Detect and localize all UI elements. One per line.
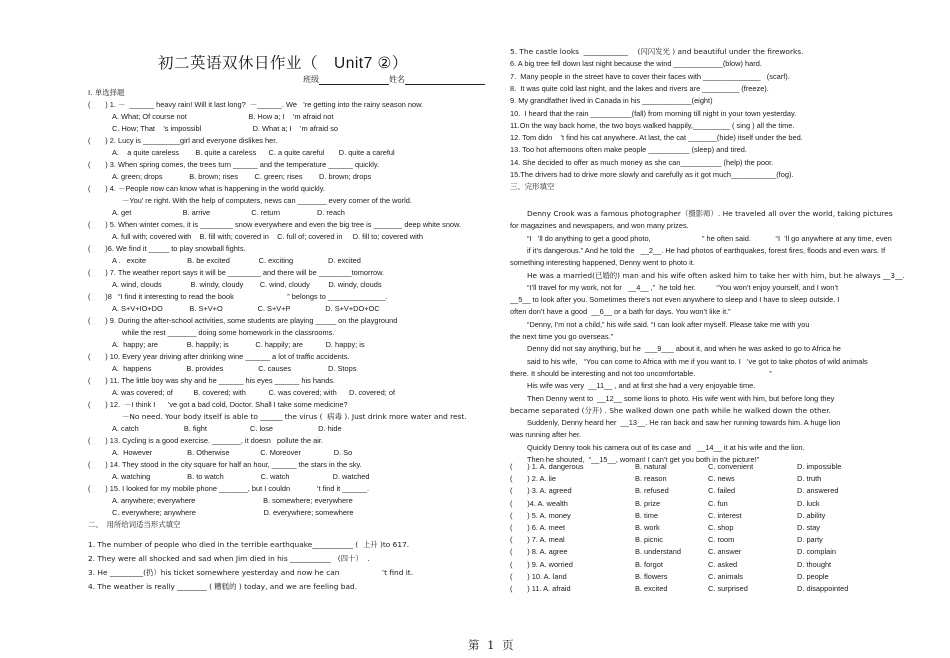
cloze-option-no: ( ) 5. A. money — [510, 510, 571, 520]
fill-in-line: 13. Too hot afternoons often make people __________ (sleep) and tired. — [510, 145, 747, 155]
cloze-option-c: C. news — [708, 474, 735, 484]
cloze-option-b: B. work — [635, 523, 660, 532]
cloze-option-b: B. time — [635, 510, 658, 520]
left-line: ( ) 14. They stood in the city square for half an hour, ______ the stars in the sky. — [88, 460, 362, 469]
left-line: A. catch B. fight C. lose D. hide — [112, 424, 342, 433]
left-line: A. was covered; of B. covered; with C. was covered; with D. covered; of — [112, 388, 396, 397]
passage-line: said to his wife, “You can come to Africa with me if you want to. I ’ve got to take photos of wild animals — [527, 356, 868, 366]
cloze-option-d: D. disappointed — [797, 584, 849, 593]
left-line: C. How; That ’s impossibl D. What a; I ’m afraid so — [112, 124, 339, 133]
passage-line: Denny Crook was a famous photographer（摄影师）. He traveled all over the world, taking pictures — [527, 209, 893, 218]
passage-line: for magazines and newspapers, and won many prizes. — [510, 221, 689, 231]
fill-in-line: 9. My grandfather lived in Canada in his ____________(eight) — [510, 96, 713, 106]
passage-line: the next time you go overseas.” — [510, 332, 614, 341]
cloze-option-c: C. animals — [708, 571, 743, 581]
passage-line: “I ’ll do anything to get a good photo, ” he often said. “I ’ll go anywhere at any time, even — [527, 233, 892, 243]
left-line: A. watching B. to watch C. watch D. watched — [112, 472, 370, 481]
class-label: 班级 — [303, 75, 319, 84]
fill-in-line: 6. A big tree fell down last night because the wind ____________(blow) hard. — [510, 59, 762, 69]
left-line: ( ) 5. When winter comes, it is ________ snow everywhere and even the big tree is _______ deep white snow. — [88, 220, 462, 229]
passage-line: became separated (分开) . She walked down one path while he walked down the other. — [510, 405, 831, 415]
cloze-option-d: D. complain — [797, 547, 837, 557]
passage-line: something interesting happened, Denny went to photo it. — [510, 258, 695, 268]
fill-in-line: 10. I heard that the rain __________(fall) from morning till night in your town yesterday. — [510, 108, 797, 118]
cloze-option-c: C. answer — [708, 547, 742, 557]
passage-line: if it’s dangerous.” And he told the __2__. He had photos of earthquakes, forest fires, floods and even wars. If — [527, 245, 886, 255]
fill-in-line: 7. Many people in the street have to cover their faces with ______________ (scarf). — [510, 71, 790, 81]
cloze-option-b: B. picnic — [635, 535, 663, 545]
left-line: C. everywhere; anywhere D. everywhere; somewhere — [112, 508, 354, 517]
left-line: ( ) 13. Cycling is a good exercise. _______, it doesn pollute the air. — [88, 436, 323, 445]
cloze-option-c: C. fun — [708, 498, 728, 508]
left-line: 二、 用所给词适当形式填空 — [88, 520, 181, 529]
passage-line: Then he shouted, “__15__, woman! I can’t get you both in the picture!” — [527, 455, 760, 464]
left-line: 4. The weather is really ________ ( 糟糕的 ) today, and we are feeling bad. — [88, 582, 358, 591]
cloze-option-b: B. prize — [635, 498, 661, 508]
cloze-option-d: D. answered — [797, 486, 839, 496]
left-line: A. happens B. provides C. causes D. Stops — [112, 364, 357, 373]
class-blank[interactable] — [319, 75, 389, 85]
passage-line: “I’ll travel for my work, not for __4__ ,” he told her. “You won’t enjoy yourself, and I won’t — [527, 282, 839, 292]
name-label: 姓名 — [389, 75, 405, 84]
fill-in-line: 11.On the way back home, the two boys walked happily,_________ ( sing ) all the time. — [510, 120, 795, 130]
cloze-option-no: ( ) 9. A. worried — [510, 559, 573, 569]
cloze-option-d: D. stay — [797, 523, 820, 532]
fill-in-line: 8. It was quite cold last night, and the lakes and rivers are _________ (freeze). — [510, 83, 769, 93]
left-line: 3. He _________(扔）his ticket somewhere yesterday and now he can ’t find it. — [88, 568, 414, 577]
left-line: A. green; drops B. brown; rises C. green; rises D. brown; drops — [112, 172, 372, 181]
cloze-option-d: D. luck — [797, 498, 820, 508]
left-line: A. S+V+IO+DO B. S+V+O C. S+V+P D. S+V+DO+OC — [112, 304, 380, 313]
passage-line: His wife was very __11__ , and at first she had a very enjoyable time. — [527, 381, 756, 391]
cloze-option-b: B. forgot — [635, 559, 663, 569]
cloze-option-c: C. interest — [708, 510, 742, 520]
cloze-option-no: ( ) 10. A. land — [510, 571, 567, 581]
class-name-line — [303, 74, 485, 85]
left-line: A. happy; are B. happily; is C. happily; are D. happy; is — [112, 340, 365, 349]
right-column — [505, 0, 950, 658]
cloze-option-b: B. refused — [635, 486, 669, 496]
left-line: A . excite B. be excited C. exciting D. excited — [112, 256, 361, 265]
cloze-option-b: B. understand — [635, 547, 682, 557]
cloze-option-d: D. thought — [797, 559, 832, 569]
left-line: ( ) 10. Every year driving after drinking wine ______ a lot of traffic accidents. — [88, 352, 350, 361]
passage-line: Quickly Denny took his camera out of its case and __14__ it at his wife and the lion. — [527, 442, 805, 452]
left-line: ( ) 3. When spring comes, the trees turn ______ and the temperature ______ quickly. — [88, 160, 380, 169]
cloze-option-c: C. room — [708, 535, 735, 545]
fill-in-line: 三、完形填空 — [510, 182, 555, 192]
name-blank[interactable] — [405, 75, 485, 85]
left-line: while the rest _______ doing some homework in the classrooms. — [122, 328, 335, 337]
left-line: －No need. Your body itself is able to ______ the virus ( 病毒 ). Just drink more water and rest. — [122, 412, 467, 421]
fill-in-line: 5. The castle looks ____________ (闪闪发光 ) and beautiful under the fireworks. — [510, 47, 804, 56]
cloze-option-c: C. surprised — [708, 584, 748, 593]
cloze-option-d: D. ability — [797, 510, 826, 520]
left-line: Ⅰ. 单选择题 — [88, 88, 125, 97]
left-line: A. What; Of course not B. How a; I ’m afraid not — [112, 112, 334, 121]
cloze-option-no: ( ) 6. A. meet — [510, 523, 566, 532]
fill-in-line: 12. Tom didn ’t find his cat anywhere. At last, the cat _______(hide) itself under the bed. — [510, 133, 803, 143]
left-line: －You’ re right. With the help of computers, news can _______ every corner of the world. — [122, 196, 412, 205]
left-line: 1. The number of people who died in the terrible earthquake___________ ( 上升 )to 617. — [88, 540, 410, 549]
cloze-option-c: C. convenient — [708, 462, 754, 471]
passage-line: there. It should be interesting and not too uncomfortable. ” — [510, 368, 772, 378]
passage-line: Suddenly, Denny heard her __13__. He ran back and saw her running towards him. A huge lion — [527, 418, 841, 428]
left-line: A. However B. Otherwise C. Moreover D. So — [112, 448, 353, 457]
cloze-option-b: B. natural — [635, 462, 667, 471]
cloze-option-d: D. people — [797, 571, 829, 581]
left-line: A. anywhere; everywhere B. somewhere; everywhere — [112, 496, 353, 505]
cloze-option-no: ( ) 7. A. meal — [510, 535, 565, 545]
cloze-option-no: ( ) 2. A. lie — [510, 474, 556, 484]
left-line: A. wind, clouds B. windy, cloudy C. wind, cloudy D. windy, clouds — [112, 280, 382, 289]
fill-in-line: 14. She decided to offer as much money as she can__________ (help) the poor. — [510, 157, 774, 167]
left-line: ( ) 4. －People now can know what is happening in the world quickly. — [88, 184, 325, 193]
cloze-option-b: B. excited — [635, 584, 668, 593]
cloze-option-d: D. truth — [797, 474, 822, 484]
cloze-option-no: ( ) 3. A. agreed — [510, 486, 572, 496]
left-line: ( ) 2. Lucy is _________girl and everyone dislikes her. — [88, 136, 278, 145]
cloze-option-d: D. party — [797, 535, 823, 545]
cloze-option-c: C. failed — [708, 486, 736, 496]
fill-in-line: 15.The drivers had to drive more slowly and carefully as it got much___________(fog). — [510, 170, 794, 179]
cloze-option-no: ( )4. A. wealth — [510, 498, 568, 508]
left-line: ( ) 9. During the after-school activities, some students are playing _____ on the playground — [88, 316, 398, 325]
left-line: ( )6. We find it _____ to play snowball fights. — [88, 244, 246, 253]
passage-line: __5__ to look after you. Sometimes there’s not even anywhere to sleep and I have to sleep outside. I — [510, 295, 840, 305]
passage-line: Denny did not say anything, but he ___9___ about it, and when he was asked to go to Africa he — [527, 344, 841, 354]
left-line: ( ) 12. －I think I ’ve got a bad cold, Doctor. Shall I take some medicine? — [88, 400, 348, 409]
left-line: ( ) 15. I looked for my mobile phone _______, but I couldn ’t find it ______. — [88, 484, 370, 493]
cloze-option-d: D. impossible — [797, 462, 842, 471]
passage-line: “Denny, I’m not a child,” his wife said. “I can look after myself. Please take me with you — [527, 319, 810, 329]
cloze-option-c: C. asked — [708, 559, 738, 569]
left-line: ( ) 7. The weather report says it will be ________ and there will be ________tomorrow. — [88, 268, 385, 277]
cloze-option-no: ( ) 11. A. afraid — [510, 584, 571, 593]
left-line: ( ) 1. － ______ heavy rain! Will it last long? －______. We ’re getting into the rainy season now. — [88, 100, 424, 109]
cloze-option-no: ( ) 1. A. dangerous — [510, 462, 584, 471]
page-title: 初二英语双休日作业（ Unit7 ②） — [158, 55, 408, 72]
passage-line: He was a married(已婚的) man and his wife often asked him to take her with him, but he always __3__. — [527, 270, 905, 280]
cloze-option-no: ( ) 8. A. agree — [510, 547, 568, 557]
cloze-option-c: C. shop — [708, 523, 734, 532]
left-line: ( ) 11. The little boy was shy and he ______ his eyes ______ his hands. — [88, 376, 336, 385]
left-line: 2. They were all shocked and sad when Jim died in his ___________ (四十） . — [88, 554, 370, 563]
passage-line: often don’t have a good __6__ or a bath for days. You won’t like it.” — [510, 307, 731, 317]
page-number: 第 1 页 — [468, 638, 516, 652]
left-line: ( )8 “I find it interesting to read the book ” belongs to ______________. — [88, 292, 388, 301]
cloze-option-b: B. flowers — [635, 571, 668, 581]
left-line: A. full with; covered with B. fill with; covered in C. full of; covered in D. fill to; covered with — [112, 232, 423, 241]
passage-line: was running after her. — [510, 430, 582, 440]
cloze-option-b: B. reason — [635, 474, 667, 484]
left-line: A. a quite careless B. quite a careless C. a quite careful D. quite a careful — [112, 148, 395, 157]
left-line: A. get B. arrive C. return D. reach — [112, 208, 345, 217]
passage-line: Then Denny went to __12__ some lions to photo. His wife went with him, but before long they — [527, 393, 835, 403]
